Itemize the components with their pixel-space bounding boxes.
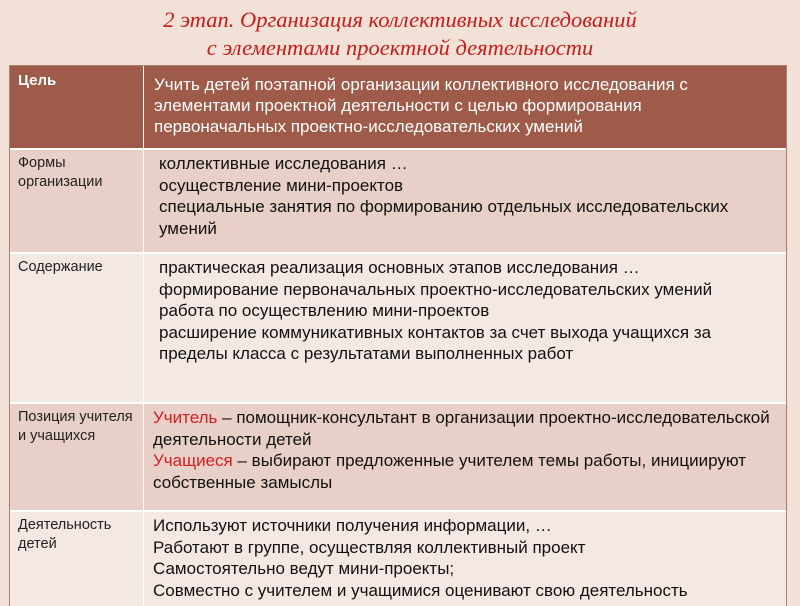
list-item: формирование первоначальных проектно-исследовательских умений: [159, 279, 713, 299]
list-item: работа по осуществлению мини-проектов: [159, 301, 490, 320]
slide-title: [0, 0, 800, 64]
students-text: – выбирают предложенные учителем темы работы, инициируют собственные замыслы: [153, 451, 746, 492]
list-item: Используют источники получения информации, …: [153, 516, 552, 535]
position-content: [144, 404, 786, 512]
teacher-term: Учитель: [153, 408, 218, 427]
teacher-text: – помощник-консультант в организации проектно-исследовательской деятельности детей: [153, 408, 770, 449]
list-item: Самостоятельно ведут мини-проекты;: [153, 559, 455, 578]
list-item: Работают в группе, осуществляя коллективный проект: [153, 537, 586, 557]
forms-content: [144, 150, 786, 254]
content-content: [144, 254, 786, 404]
title-line-2: с элементами проектной деятельности: [206, 35, 594, 60]
list-item: расширение коммуникативных контактов за счет выхода учащихся за пределы класса с результатами выполненных работ: [159, 322, 712, 363]
list-item: осуществление мини-проектов: [159, 175, 404, 195]
forms-label: Формы организации: [10, 150, 144, 254]
list-item: Совместно с учителем и учащимися оценивают свою деятельность: [153, 580, 688, 600]
activity-label: Деятельность детей: [10, 512, 144, 606]
title-line-1: 2 этап. Организация коллективных исследований: [163, 7, 637, 32]
students-term: Учащиеся: [153, 451, 233, 470]
list-item: коллективные исследования …: [159, 154, 408, 173]
activity-content: [144, 512, 786, 606]
list-item: специальные занятия по формированию отдельных исследовательских умений: [159, 197, 729, 238]
position-label: Позиция учителя и учащихся: [10, 404, 144, 512]
teacher-role: [148, 407, 778, 450]
list-item: практическая реализация основных этапов исследования …: [159, 258, 640, 277]
content-label: Содержание: [10, 254, 144, 404]
students-role: [148, 450, 778, 493]
goal-label: Цель: [10, 66, 144, 150]
goal-text: Учить детей поэтапной организации коллективного исследования с элементами проектной деятельности с целью формирования первоначальных проектно-исследовательских умений: [144, 66, 786, 150]
stage-table: [10, 66, 786, 606]
